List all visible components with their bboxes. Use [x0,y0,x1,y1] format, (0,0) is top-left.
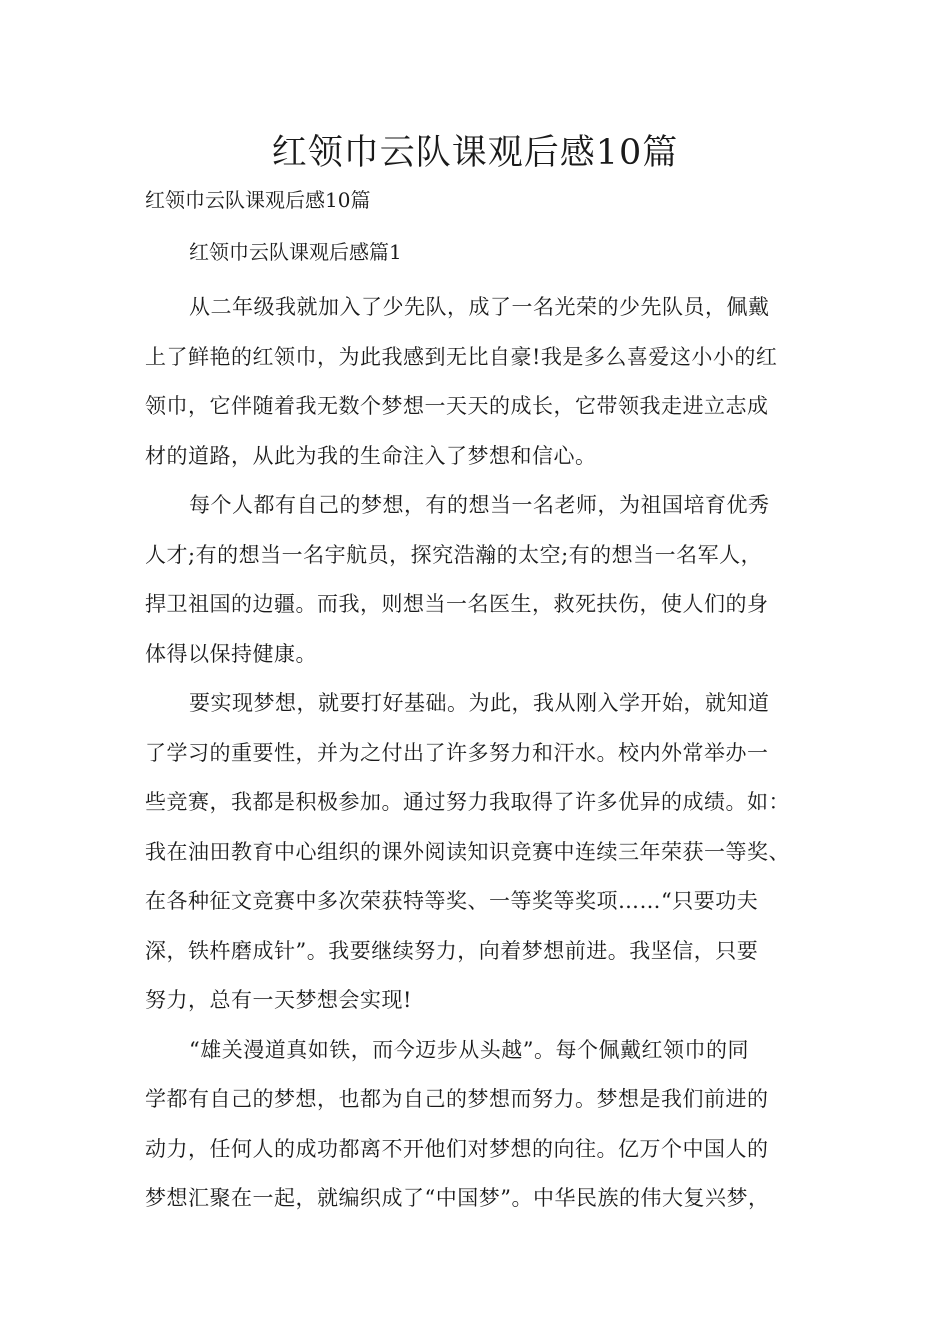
text-line: 人才;有的想当一名宇航员，探究浩瀚的太空;有的想当一名军人， [145,542,763,567]
text-line: 领巾，它伴随着我无数个梦想一天天的成长，它带领我走进立志成 [145,394,769,418]
text-line: 了学习的重要性，并为之付出了许多努力和汗水。校内外常举办一 [145,740,769,765]
document-subtitle: 红领巾云队课观后感10篇 [145,188,371,212]
document-title: 红领巾云队课观后感10篇 [271,133,679,173]
text-line: 在各种征文竞赛中多次荣获特等奖、一等奖等奖项……“只要功夫 [145,889,759,913]
document-body [145,283,825,1224]
text-line: 从二年级我就加入了少先队，成了一名光荣的少先队员，佩戴 [189,295,770,319]
text-line: “雄关漫道真如铁，而今迈步从头越”。每个佩戴红领巾的同 [189,1037,749,1062]
text-line: 体得以保持健康。 [145,641,317,666]
text-line: 些竞赛，我都是积极参加。通过努力我取得了许多优异的成绩。如： [145,790,790,814]
paragraph-1 [145,283,825,481]
text-line: 梦想汇聚在一起，就编织成了“中国梦”。中华民族的伟大复兴梦， [145,1186,770,1210]
paragraph-4 [145,1026,825,1224]
text-line: 我在油田教育中心组织的课外阅读知识竞赛中连续三年荣获一等奖、 [145,839,790,864]
text-line: 捍卫祖国的边疆。而我，则想当一名医生，救死扶伤，使人们的身 [145,592,769,616]
paragraph-2 [145,481,825,679]
paragraph-3 [145,679,825,1026]
text-line: 深，铁杵磨成针”。我要继续努力，向着梦想前进。我坚信，只要 [145,938,759,963]
text-line: 动力，任何人的成功都离不开他们对梦想的向往。亿万个中国人的 [145,1136,769,1161]
text-line: 要实现梦想，就要打好基础。为此，我从刚入学开始，就知道 [189,691,770,715]
text-line: 努力，总有一天梦想会实现! [145,988,412,1012]
text-line: 学都有自己的梦想，也都为自己的梦想而努力。梦想是我们前进的 [145,1087,769,1111]
text-line: 上了鲜艳的红领巾，为此我感到无比自豪!我是多么喜爱这小小的红 [145,344,778,369]
text-line: 每个人都有自己的梦想，有的想当一名老师，为祖国培育优秀 [189,493,770,517]
section-heading: 红领巾云队课观后感篇1 [189,240,402,264]
text-line: 材的道路，从此为我的生命注入了梦想和信心。 [145,443,597,468]
